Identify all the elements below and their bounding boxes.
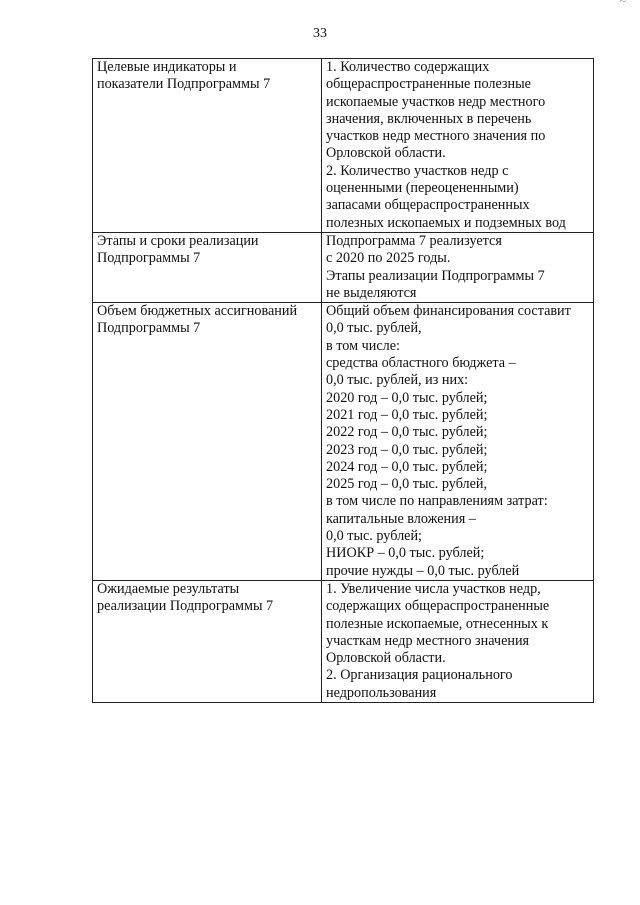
row-content-line: участков недр местного значения по <box>326 128 546 145</box>
row-content-line: 2. Количество участков недр с <box>326 162 509 179</box>
row-content-cell <box>322 232 594 302</box>
row-label-line: показатели Подпрограммы 7 <box>97 76 271 93</box>
row-content-line: Этапы реализации Подпрограммы 7 <box>326 267 545 284</box>
corner-mark: ~ <box>619 0 626 8</box>
row-content-line: участкам недр местного значения <box>326 632 530 649</box>
row-content-line: значения, включенных в перечень <box>326 110 532 127</box>
row-label-line: Этапы и сроки реализации <box>97 232 259 249</box>
row-content-line: полезных ископаемых и подземных вод <box>326 214 566 231</box>
row-content-line: в том числе по направлениям затрат: <box>326 493 548 510</box>
page-number: 33 <box>313 26 327 41</box>
row-content-line: средства областного бюджета – <box>326 355 516 372</box>
row-content-line: не выделяются <box>326 284 417 301</box>
row-content-line: 1. Количество содержащих <box>326 59 490 75</box>
row-content-line: с 2020 по 2025 годы. <box>326 250 451 267</box>
row-label-cell <box>93 232 322 302</box>
row-content-line: Орловской области. <box>326 145 446 162</box>
row-content-line: прочие нужды – 0,0 тыс. рублей <box>326 562 520 579</box>
row-label-line: Подпрограммы 7 <box>97 250 201 267</box>
passport-table <box>92 58 594 703</box>
row-label-cell <box>93 303 322 581</box>
row-content-line: 2021 год – 0,0 тыс. рублей; <box>326 406 488 423</box>
table-row-budget <box>93 303 594 581</box>
table-row-results <box>93 580 594 702</box>
table-row-stages <box>93 232 594 302</box>
row-content-line: 2025 год – 0,0 тыс. рублей, <box>326 476 488 493</box>
row-content-cell <box>322 580 594 702</box>
row-label-line: Объем бюджетных ассигнований <box>97 303 298 320</box>
row-content-line: ископаемые участков недр местного <box>326 93 546 110</box>
row-content-line: 2. Организация рационального <box>326 667 513 684</box>
row-content-line: 2022 год – 0,0 тыс. рублей; <box>326 424 488 441</box>
row-content-line: 0,0 тыс. рублей; <box>326 528 422 545</box>
row-content-line: 0,0 тыс. рублей, из них: <box>326 372 469 389</box>
row-label-cell <box>93 59 322 233</box>
row-content-line: общераспространенные полезные <box>326 76 531 93</box>
row-content-line: НИОКР – 0,0 тыс. рублей; <box>326 545 485 562</box>
table-row-indicators <box>93 59 594 233</box>
row-content-line: в том числе: <box>326 337 400 354</box>
row-content-line: недропользования <box>326 684 437 701</box>
row-content-line: Орловской области. <box>326 650 446 667</box>
row-label-line: Подпрограммы 7 <box>97 320 201 337</box>
row-content-line: Подпрограмма 7 реализуется <box>326 232 502 249</box>
row-content-line: капитальные вложения – <box>326 510 476 527</box>
row-content-line: полезные ископаемые, отнесенных к <box>326 615 549 632</box>
row-content-line: 0,0 тыс. рублей, <box>326 320 422 337</box>
row-content-line: оцененными (переоцененными) <box>326 180 519 197</box>
row-label-line: Целевые индикаторы и <box>97 59 237 75</box>
row-content-cell <box>322 303 594 581</box>
row-content-line: Общий объем финансирования составит <box>326 303 571 320</box>
row-content-line: 2023 год – 0,0 тыс. рублей; <box>326 441 488 458</box>
row-label-line: Ожидаемые результаты <box>97 580 240 597</box>
row-label-line: реализации Подпрограммы 7 <box>97 598 274 615</box>
row-content-line: 1. Увеличение числа участков недр, <box>326 580 541 597</box>
row-content-line: 2024 год – 0,0 тыс. рублей; <box>326 458 488 475</box>
row-content-line: запасами общераспространенных <box>326 197 530 214</box>
row-content-line: 2020 год – 0,0 тыс. рублей; <box>326 389 488 406</box>
row-content-line: содержащих общераспространенные <box>326 598 550 615</box>
row-label-cell <box>93 580 322 702</box>
row-content-cell <box>322 59 594 233</box>
